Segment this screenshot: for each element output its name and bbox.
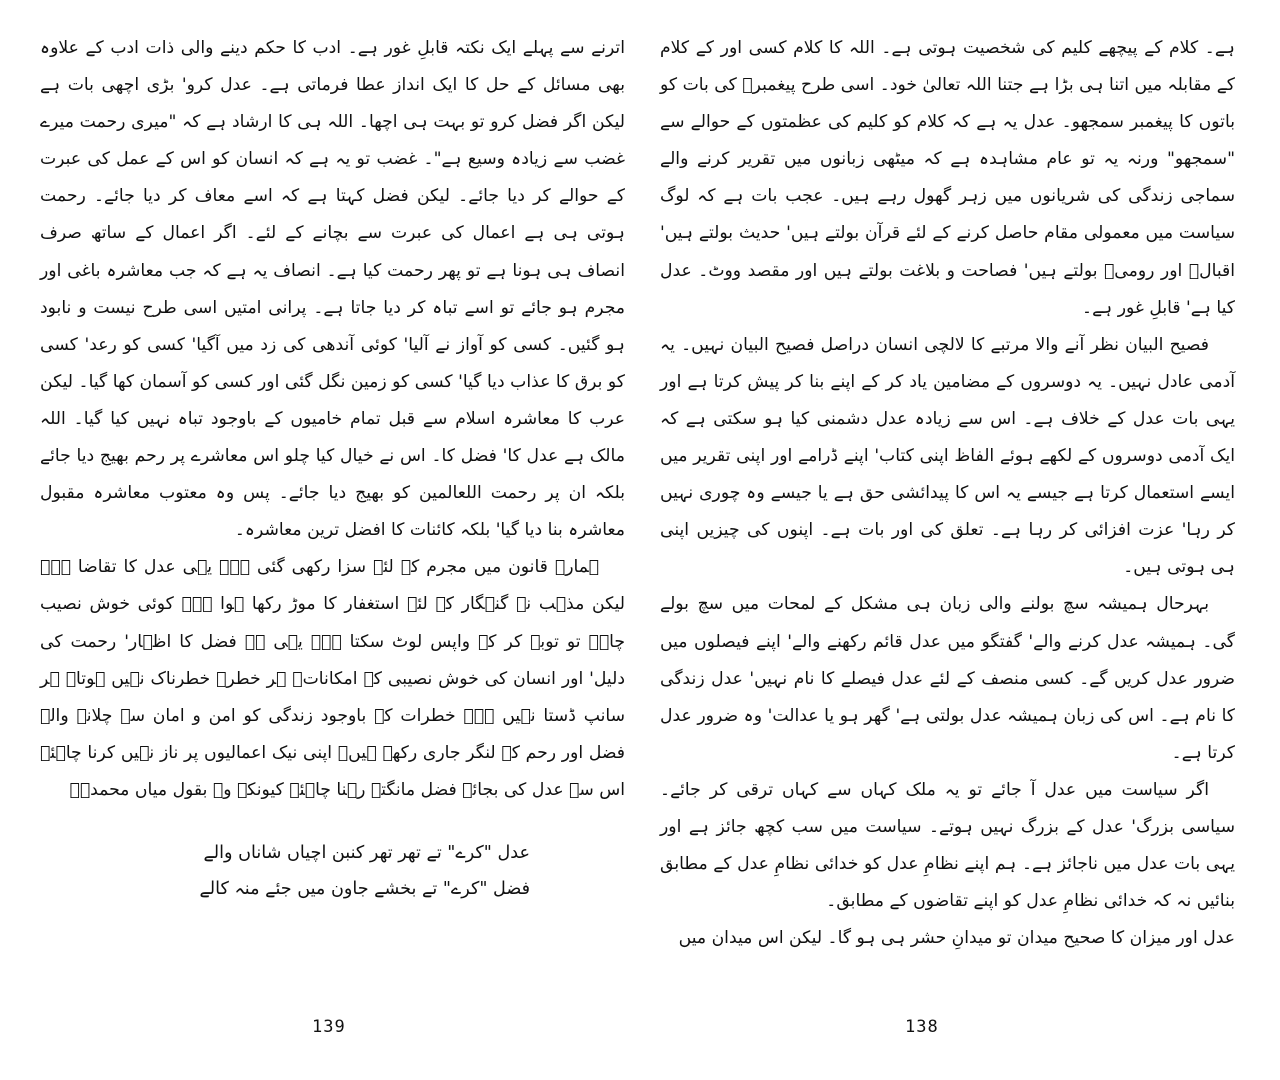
page-number: 139 [312,1017,346,1037]
paragraph: ہمارے قانون میں مجرم کے لئے سزا رکھی گئی ہے۔ یہی عدل کا تقاضا ہے۔ لیکن مذہب نے گنہگار کے لئے استغفار کا موڑ رکھا ہوا ہے۔ کوئی خوش نصیب چاہے تو توبہ کر کے واپس لوٹ سکتا ہے۔ یہی ہے فضل کا اظہار' رحمت کی دلیل' اور انسان کی خوش نصیبی کے امکانات۔ ہر خطرہ خطرناک نہیں ہوتا۔ ہر سانپ ڈستا نہیں ہے۔ خطرات کے باوجود زندگی کو امن و امان سے چلانے والے فضل اور رحم کے لنگر جاری رکھے ہیں۔ اپنی نیک اعمالیوں پر ناز نہیں کرنا چاہئے اس سے عدل کی بجائے فضل مانگتے رہنا چاہئے کیونکہ وہ بقول میاں محمدؒ۔ [40,557,625,800]
paragraph: فصیح البیان نظر آنے والا مرتبے کا لالچی انسان دراصل فصیح البیان نہیں۔ یہ آدمی عادل نہیں۔ یہ دوسروں کے مضامین یاد کر کے اپنے بنا کر پیش کرتا ہے اور یہی بات عدل کے خلاف ہے۔ اس سے زیادہ عدل دشمنی کیا ہو سکتی ہے کہ ایک آدمی دوسروں کے لکھے ہوئے الفاظ اپنی کتاب' اپنے ڈرامے اور اپنی تقریر میں ایسے استعمال کرتا ہے جیسے یہ اس کا پیدائشی حق ہے یا جیسے وہ چوری نہیں کر رہا' عزت افزائی کر رہا ہے۔ تعلق کی اور بات ہے۔ اپنوں کی چیزیں اپنی ہی ہوتی ہیں۔ [660,334,1235,578]
paragraph: اترنے سے پہلے ایک نکتہ قابلِ غور ہے۔ ادب کا حکم دینے والی ذات ادب کے علاوہ بھی مسائل کے حل کا ایک انداز عطا فرماتی ہے۔ عدل کرو' بڑی اچھی بات ہے لیکن اگر فضل کرو تو بہت ہی اچھا۔ اللہ ہی کا ارشاد ہے کہ "میری رحمت میرے غضب سے زیادہ وسیع ہے"۔ غضب تو یہ ہے کہ انسان کو اس کے عمل کی عبرت کے حوالے کر دیا جائے۔ لیکن فضل کہتا ہے کہ اسے معاف کر دیا جائے۔ رحمت ہوتی ہی ہے اعمال کی عبرت سے بچانے کے لئے۔ اگر اعمال کے ساتھ صرف انصاف ہی ہونا ہے تو پھر رحمت کیا ہے۔ انصاف یہ ہے کہ جب معاشرہ باغی اور مجرم ہو جائے تو اسے تباہ کر دیا جاتا ہے۔ پرانی امتیں اسی طرح نیست و نابود ہو گئیں۔ کسی کو آواز نے آلیا' کوئی آندھی کی زد میں آگیا' کسی کو رعد' کسی کو برق کا عذاب دیا گیا' کسی کو زمین نگل گئی اور کسی کو آسمان کھا گیا۔ لیکن عرب کا معاشرہ اسلام سے قبل تمام خامیوں کے باوجود تباہ نہیں کیا گیا۔ اللہ مالک ہے عدل کا' فضل کا۔ اس نے خیال کیا چلو اس معاشرے پر رحم بھیج دیا جائے بلکہ ان پر رحمت اللعالمین کو بھیج دیا جائے۔ پس وہ معتوب معاشرہ مقبول معاشرہ بنا دیا گیا' بلکہ کائنات کا افضل ترین معاشرہ۔ [40,38,625,541]
verse-line: عدل "کرے" تے تھر تھر کنبن اچیاں شاناں والے [203,842,530,863]
paragraph: اگر سیاست میں عدل آ جائے تو یہ ملک کہاں سے کہاں ترقی کر جائے۔ سیاسی بزرگ' عدل کے بزرگ نہیں ہوتے۔ سیاست میں سب کچھ جائز ہے اور یہی بات عدل میں ناجائز ہے۔ ہم اپنے نظامِ عدل کو خدائی نظامِ عدل کے مطابق بنائیں نہ کہ خدائی نظامِ عدل کو اپنے تقاضوں کے مطابق۔ [660,779,1235,912]
left-page [40,30,625,1060]
verse-line: فضل "کرے" تے بخشے جاون میں جئے منہ کالے [199,878,530,899]
paragraph: بہرحال ہمیشہ سچ بولنے والی زبان ہی مشکل کے لمحات میں سچ بولے گی۔ ہمیشہ عدل کرنے والے' گفتگو میں عدل قائم رکھنے والے' اپنے فیصلوں میں ضرور عدل کریں گے۔ کسی منصف کے لئے عدل فیصلے کا نام نہیں' عدل زندگی کا نام ہے۔ اس کی زبان ہمیشہ عدل بولتی ہے' گھر ہو یا عدالت' وہ ضرور عدل کرتا ہے۔ [660,594,1235,763]
page-number: 138 [905,1017,939,1037]
verse-couplet [40,835,625,907]
paragraph: عدل اور میزان کا صحیح میدان تو میدانِ حشر ہی ہو گا۔ لیکن اس میدان میں [678,928,1235,949]
right-page [660,30,1235,1060]
paragraph: ہے۔ کلام کے پیچھے کلیم کی شخصیت ہوتی ہے۔ اللہ کا کلام کسی اور کے کلام کے مقابلہ میں اتنا ہی بڑا ہے جتنا اللہ تعالیٰ خود۔ اسی طرح پیغمبرؐ کی بات کو باتوں کا پیغمبر سمجھو۔ عدل یہ ہے کہ کلام کو کلیم کی عظمتوں کے حوالے سے "سمجھو" ورنہ یہ تو عام مشاہدہ ہے کہ میٹھی زبانوں میں تقریر کرنے والے سماجی زندگی کی شریانوں میں زہر گھول رہے ہیں۔ عجب بات ہے کہ لوگ سیاست میں معمولی مقام حاصل کرنے کے لئے قرآن بولتے ہیں' حدیث بولتے ہیں' اقبالؒ اور رومیؒ بولتے ہیں' فصاحت و بلاغت بولتے ہیں اور مقصد ووٹ۔ عدل کیا ہے' قابلِ غور ہے۔ [660,38,1235,318]
